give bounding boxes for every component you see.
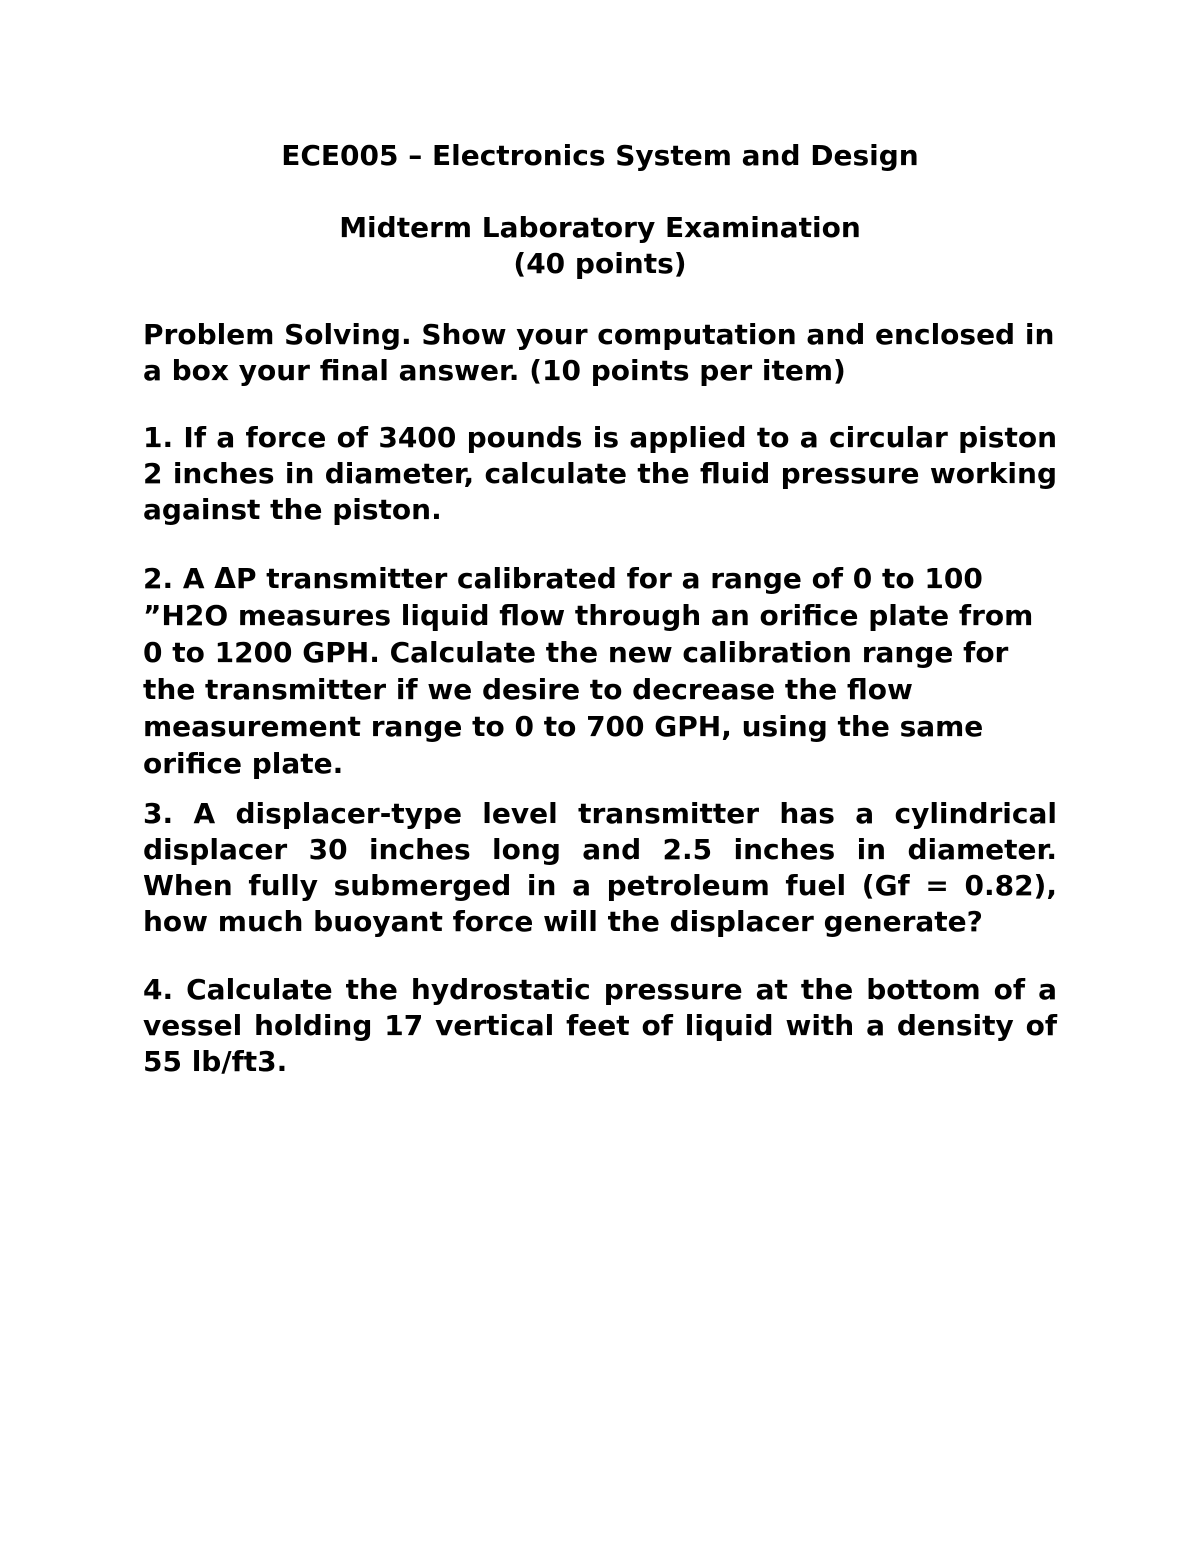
total-points: (40 points) (513, 247, 687, 280)
problem-item: 4. Calculate the hydrostatic pressure at the bottom of a vessel holding 17 vertical feet of liquid with a density of 55 lb/ft3. (143, 973, 1057, 1078)
problem-item: 3. A displacer-type level transmitter has a cylindrical displacer 30 inches long and 2.5 inches in diameter. When fully submerged in a petroleum fuel (Gf = 0.82), how much buoyant force will the displacer generate? (143, 797, 1057, 938)
problem-item: 1. If a force of 3400 pounds is applied to a circular piston 2 inches in diameter, calculate the fluid pressure working against the piston. (143, 421, 1057, 526)
course-title: ECE005 – Electronics System and Design (281, 139, 919, 172)
instructions-text: Problem Solving. Show your computation and enclosed in a box your final answer. (10 points per item) (143, 318, 1055, 387)
exam-title: Midterm Laboratory Examination (339, 211, 861, 244)
problem-item: 2. A ΔP transmitter calibrated for a range of 0 to 100 ”H2O measures liquid flow through an orifice plate from 0 to 1200 GPH. Calculate the new calibration range for the transmitter if we desire to decrease the flow measurement range to 0 to 700 GPH, using the same orifice plate. (143, 562, 1034, 780)
exam-document (143, 138, 1057, 1080)
